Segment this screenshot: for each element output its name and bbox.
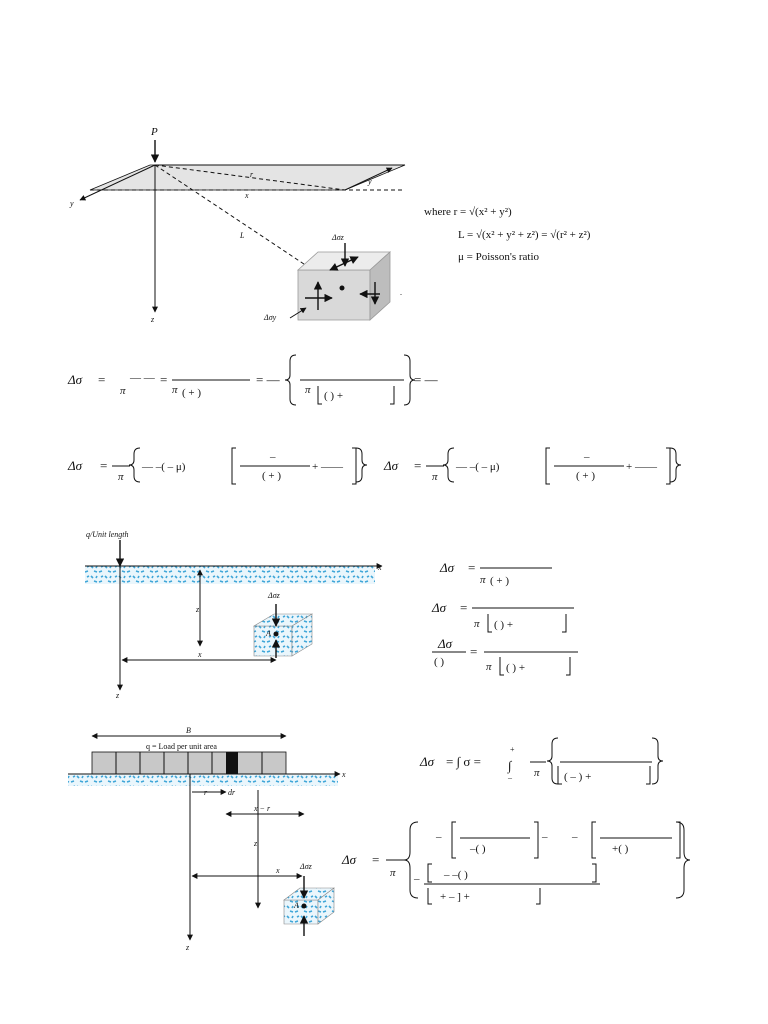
soil-element-3 (284, 876, 334, 936)
y-axis-label: y (70, 199, 74, 208)
stress-cube (298, 243, 390, 320)
strip-t3-num: – –( ) (444, 869, 468, 881)
ll-eq3-eq: = (470, 644, 478, 659)
point-A-3: A (294, 901, 299, 910)
strip-t2-den: +( ) (612, 843, 629, 855)
eq1-brace-left (285, 355, 296, 405)
x-dimension-label: x (198, 650, 202, 659)
dsig-y-label: Δσy (264, 313, 277, 322)
B-label: B (186, 726, 191, 735)
x-minus-r-label: x − r (254, 804, 271, 813)
stray-dot: . (400, 288, 402, 297)
line-load-title: q/Unit length (86, 530, 129, 539)
strip-big-brace-l (404, 822, 418, 898)
eq2b-lhs: Δσ (384, 458, 399, 473)
eq1-dash: — — (130, 372, 155, 384)
eq1-equals2: = (160, 372, 168, 387)
strip-t3-den: + – ] + (440, 891, 470, 903)
strip-int-den: ( – ) + (564, 771, 592, 783)
ll-eq1-eq: = (468, 560, 476, 575)
strip-t1-den: –( ) (470, 843, 486, 855)
z-dim-label-3: z (254, 839, 258, 848)
line-load-figure (85, 530, 382, 700)
strip-big-brace-r (676, 822, 690, 898)
L-definition: L = √(x² + y² + z²) = √(r² + z²) (458, 229, 591, 241)
eq2a-mid: — –( – μ) (142, 461, 186, 473)
eq2b-mid: — –( – μ) (456, 461, 500, 473)
eq1-pi3: π (305, 384, 311, 396)
strip-int-pi: π (534, 767, 540, 779)
ll-eq2-lhs: Δσ (432, 600, 447, 615)
strip-integral-equation (419, 738, 663, 784)
q-label: q = Load per unit area (146, 742, 217, 751)
strip-lead-minus: – (414, 873, 420, 885)
ground-surface (85, 566, 375, 584)
eq2b-brace-left (443, 448, 454, 482)
eq1-equals4: = — (414, 372, 438, 387)
eq2b-num: – (584, 451, 590, 463)
strip-int-eq: = ∫ σ = (446, 754, 481, 769)
point-load-figure (69, 126, 591, 324)
load-label: P (151, 126, 158, 138)
r-label-3: r (204, 788, 208, 797)
ll-eq3-den: ( ) (434, 656, 445, 668)
point-A-2: A (266, 629, 271, 638)
z-axis-label: z (151, 315, 155, 324)
eq1-lhs: Δσ (68, 372, 83, 387)
ll-eq3-num: Δσ (438, 636, 453, 651)
ll-eq2-den: ( ) + (494, 619, 514, 631)
strip-t1b: – (542, 831, 548, 843)
strip-int-brace-l (547, 738, 558, 784)
eq1-den2: ( + ) (182, 387, 202, 399)
eq2b-equals: = (414, 458, 422, 473)
eq2a-pi: π (118, 471, 124, 483)
ll-eq2-pi: π (474, 618, 480, 630)
strip-t2-brackets (592, 822, 680, 858)
x-axis-label-2: x (378, 563, 382, 572)
boussinesq-equation (67, 355, 439, 405)
strip-load-blocks (92, 752, 286, 774)
eq2a-den: ( + ) (262, 470, 282, 482)
eq2a-equals: = (100, 458, 108, 473)
dsig-z-label-3: Δσz (300, 862, 312, 871)
ll-eq1-lhs: Δσ (440, 560, 455, 575)
eq2a-plus: + —— (312, 461, 343, 473)
dr-label: dr (228, 788, 236, 797)
L-label: L (240, 231, 245, 240)
strip-int2: ∫ (508, 758, 512, 773)
ll-eq3-den2: ( ) + (506, 662, 526, 674)
horizontal-stress-equations (67, 448, 681, 484)
strip-closed-form-equation (341, 822, 690, 904)
eq1-den3: ( ) + (324, 390, 344, 402)
x-dim-label-3: x (276, 866, 280, 875)
strip-int-lhs: Δσ (420, 754, 435, 769)
eq2a-lhs: Δσ (68, 458, 83, 473)
strip-int-brace-r (652, 738, 663, 784)
soil-element-2 (254, 604, 312, 658)
dsig-z-label: Δσz (332, 233, 344, 242)
x-label: x (245, 191, 249, 200)
strip-big-eq: = (372, 852, 380, 867)
ll-eq1-den: ( + ) (490, 575, 510, 587)
eq1-pi2: π (172, 384, 178, 396)
mu-definition: μ = Poisson's ratio (458, 251, 540, 263)
z-dimension-label: z (196, 605, 200, 614)
ground-surface-3 (68, 774, 338, 786)
eq2b-den: ( + ) (576, 470, 596, 482)
ll-eq1-pi: π (480, 574, 486, 586)
eq2b-brace-right (670, 448, 681, 482)
ll-eq3-pi: π (486, 661, 492, 673)
strip-t1: – (436, 831, 442, 843)
eq2a-brace-left (129, 448, 140, 482)
y-label-right: y (368, 177, 372, 186)
eq2b-pi: π (432, 471, 438, 483)
r-definition: where r = √(x² + y²) (424, 206, 512, 218)
ll-eq2-eq: = (460, 600, 468, 615)
strip-big-pi: π (390, 867, 396, 879)
eq2a-brace-right (356, 448, 367, 482)
eq1-equals3: = — (256, 372, 280, 387)
strip-int-lower: – (508, 773, 512, 782)
strip-t1-brackets (452, 822, 538, 858)
strip-t2: – (572, 831, 578, 843)
strip-big-lhs: Δσ (342, 852, 357, 867)
line-load-equations (431, 560, 578, 675)
eq2a-num: – (270, 451, 276, 463)
eq1-pi: π (120, 385, 126, 397)
z-axis-label-3: z (186, 943, 190, 952)
z-axis-label-2: z (116, 691, 120, 700)
strip-load-figure (68, 726, 346, 952)
eq2b-plus: + —— (626, 461, 657, 473)
r-label: r (250, 170, 254, 179)
x-axis-label-3: x (342, 770, 346, 779)
eq1-equals: = (98, 372, 106, 387)
dsig-z-label-2: Δσz (268, 591, 280, 600)
strip-int-upper: + (510, 745, 515, 754)
